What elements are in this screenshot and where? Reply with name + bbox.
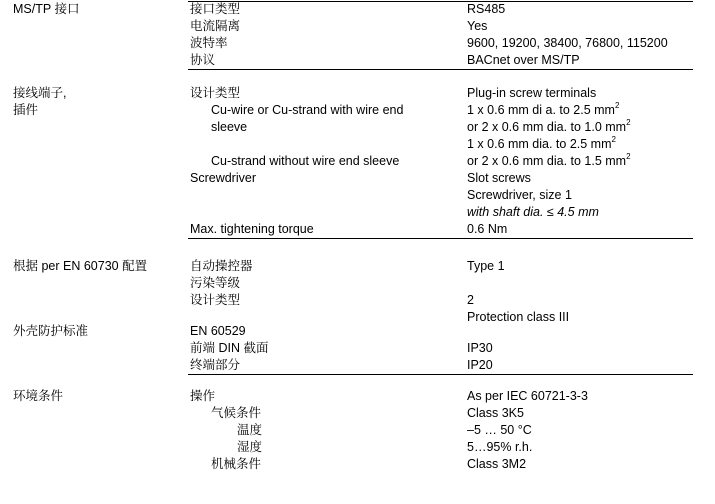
rows-environment: [0, 388, 715, 473]
spec-row: [0, 275, 715, 292]
spec-row: [0, 388, 715, 405]
rows-en60730: [0, 258, 715, 326]
spec-value: 9600, 19200, 38400, 76800, 115200: [467, 36, 668, 50]
rule-bottom: [188, 374, 693, 375]
superscript: 2: [614, 101, 620, 110]
spec-row: [0, 422, 715, 439]
spec-value: IP30: [467, 341, 493, 355]
value-text: or 2 x 0.6 mm dia. to 1.5 mm: [467, 154, 627, 168]
spec-row: [0, 18, 715, 35]
spec-value: Screwdriver, size 1: [467, 188, 572, 202]
spec-row: [0, 258, 715, 275]
spec-label: 自动操控器: [190, 259, 253, 273]
spec-value: [467, 119, 631, 136]
spec-row: [0, 340, 715, 357]
section-label-housing: 外壳防护标准: [13, 324, 89, 338]
rows-interface: [0, 1, 715, 69]
spec-row: [0, 323, 715, 340]
section-label-environment: 环境条件: [13, 389, 64, 403]
spec-value: Plug-in screw terminals: [467, 86, 597, 100]
spec-label: 污染等级: [190, 276, 241, 290]
spec-value: Protection class III: [467, 310, 570, 324]
section-terminals: [0, 85, 715, 238]
spec-label: 温度: [237, 423, 263, 437]
spec-label: sleeve: [211, 120, 248, 134]
spec-value: Slot screws: [467, 171, 531, 185]
spec-value: –5 … 50 °C: [467, 423, 532, 437]
spec-value: [467, 153, 631, 170]
rows-terminals: [0, 85, 715, 238]
spec-row: [0, 292, 715, 309]
section-interface: [0, 1, 715, 69]
spec-label: Screwdriver: [190, 171, 256, 185]
section-label-terminals: 接线端子, 插件: [13, 86, 67, 117]
spec-row: [0, 187, 715, 204]
spec-row: [0, 357, 715, 374]
spec-value: RS485: [467, 2, 506, 16]
spec-label: Cu-wire or Cu-strand with wire end: [211, 103, 404, 117]
spec-label: 协议: [190, 53, 216, 67]
spec-row: [0, 1, 715, 18]
spec-value: 2: [467, 293, 474, 307]
spec-label: 设计类型: [190, 86, 241, 100]
spec-row: [0, 221, 715, 238]
spec-value: with shaft dia. ≤ 4.5 mm: [467, 205, 599, 219]
spec-value: Class 3K5: [467, 406, 524, 420]
spec-label: 设计类型: [190, 293, 241, 307]
spec-value: [467, 136, 616, 153]
spec-label: 终端部分: [190, 358, 241, 372]
spec-value: BACnet over MS/TP: [467, 53, 580, 67]
spec-value: Class 3M2: [467, 457, 527, 471]
rule-bottom: [188, 69, 693, 70]
spec-row: [0, 204, 715, 221]
spec-row: [0, 35, 715, 52]
spec-value: As per IEC 60721-3-3: [467, 389, 588, 403]
spec-value: Yes: [467, 19, 488, 33]
spec-label: EN 60529: [190, 324, 246, 338]
spec-row: [0, 405, 715, 422]
spec-row: [0, 52, 715, 69]
spec-label: 波特率: [190, 36, 228, 50]
spec-value: IP20: [467, 358, 493, 372]
spec-row: [0, 170, 715, 187]
spec-label: 湿度: [237, 440, 263, 454]
spec-row: [0, 439, 715, 456]
spec-value: [467, 102, 619, 119]
spec-value: 0.6 Nm: [467, 222, 508, 236]
rule-bottom: [188, 238, 693, 239]
rule-top: [188, 1, 693, 2]
spec-label: 前端 DIN 截面: [190, 341, 269, 355]
spec-row: [0, 102, 715, 119]
section-label-interface: MS/TP 接口: [13, 2, 80, 16]
superscript: 2: [626, 118, 631, 127]
section-label-en60730: 根据 per EN 60730 配置: [13, 259, 148, 273]
spec-label: 机械条件: [211, 457, 262, 471]
value-text: 1 x 0.6 mm dia. to 2.5 mm: [467, 137, 612, 151]
spec-row: [0, 85, 715, 102]
section-environment: [0, 388, 715, 473]
spec-row: [0, 136, 715, 153]
spec-label: 接口类型: [190, 2, 241, 16]
spec-value: Type 1: [467, 259, 505, 273]
section-housing: [0, 323, 715, 374]
rows-housing: [0, 323, 715, 374]
spec-row: [0, 456, 715, 473]
spec-label: 操作: [190, 389, 216, 403]
spec-label: 电流隔离: [190, 19, 241, 33]
spec-label: Max. tightening torque: [190, 222, 314, 236]
spec-row: [0, 153, 715, 170]
spec-value: 5…95% r.h.: [467, 440, 533, 454]
spec-label: 气候条件: [211, 406, 262, 420]
value-text: or 2 x 0.6 mm dia. to 1.0 mm: [467, 120, 627, 134]
section-en60730: [0, 258, 715, 326]
value-text: 1 x 0.6 mm di a. to 2.5 mm: [467, 103, 615, 117]
superscript: 2: [611, 135, 616, 144]
spec-label: Cu-strand without wire end sleeve: [211, 154, 400, 168]
superscript: 2: [626, 152, 631, 161]
spec-row: [0, 119, 715, 136]
